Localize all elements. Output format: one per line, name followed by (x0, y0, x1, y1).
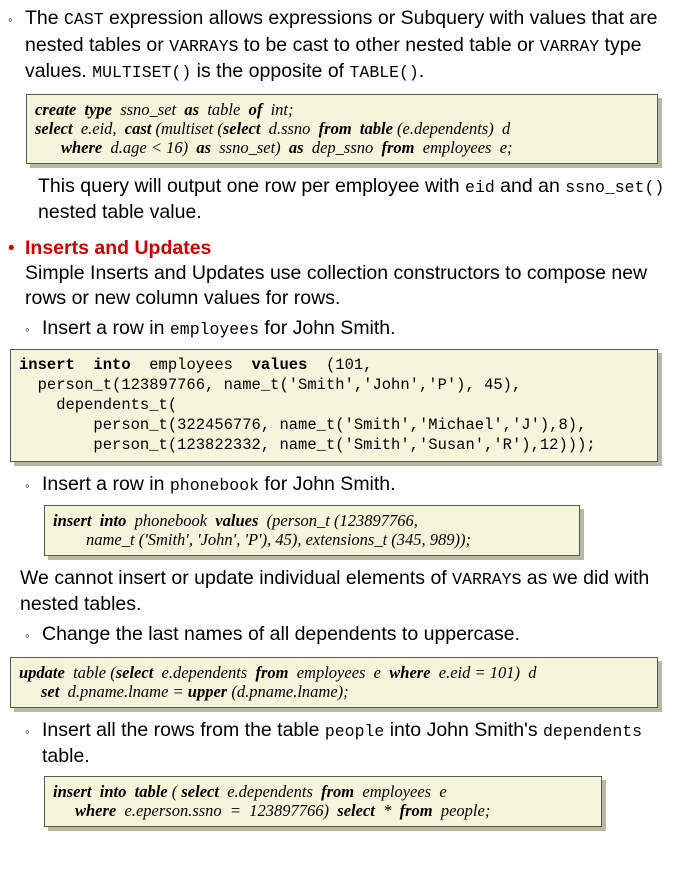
sql-keyword: set (41, 681, 60, 701)
code-text: * (374, 800, 400, 820)
text-fragment: for John Smith. (259, 472, 396, 495)
code-term-employees: employees (169, 319, 260, 339)
code-text (352, 119, 360, 138)
sql-keyword: select (115, 662, 154, 682)
code-line (19, 663, 649, 682)
sql-keyword: into (99, 510, 127, 530)
insert-phonebook-text (42, 472, 672, 499)
sql-keyword: from (399, 800, 433, 820)
cast-paragraph (25, 6, 672, 86)
code-block-insert-employees (10, 349, 658, 462)
text-fragment: is the opposite of (191, 60, 350, 82)
code-text: employees e (288, 662, 390, 682)
code-line (35, 138, 649, 157)
text-fragment: This query will output one row per employee with (38, 174, 466, 197)
bullet-circle-icon: ◦ (25, 723, 30, 739)
code-text: dep_ssno (303, 137, 382, 157)
text-fragment: expression allows expressions or Subquery with values that are nested tables or (25, 7, 658, 56)
code-line: person_t(123897766, name_t('Smith','John','P'), 45), (19, 375, 522, 394)
varray-limitation-paragraph (20, 566, 672, 618)
sql-keyword: where (61, 137, 103, 157)
code-text (126, 782, 134, 801)
bullet-circle-icon: ◦ (25, 321, 30, 337)
text-fragment: s to be cast to other nested table or (228, 33, 540, 56)
code-text: e.eperson.ssno = 123897766) (116, 800, 338, 820)
text-fragment: The (25, 7, 65, 29)
code-line (35, 119, 649, 138)
text-fragment: and an (494, 174, 566, 197)
code-text (75, 356, 94, 374)
sql-keyword: select (337, 800, 375, 820)
bullet-insert-phonebook (25, 472, 672, 499)
sql-keyword: into (93, 355, 131, 374)
code-text: e.eid, (72, 118, 125, 138)
sql-keyword: as (196, 137, 211, 157)
code-line (53, 511, 571, 530)
code-text: (e.dependents) d (392, 118, 511, 138)
section-heading-inserts-updates: Inserts and Updates (25, 236, 212, 259)
sql-keyword: values (215, 510, 259, 530)
insert-employees-text (42, 316, 672, 343)
bullet-circle-icon: ◦ (8, 12, 13, 27)
code-text: employees e (354, 781, 447, 801)
code-term-varray-2: VARRAY (539, 36, 600, 56)
code-line (53, 782, 593, 801)
cast-result-paragraph (38, 174, 672, 226)
sql-keyword: as (288, 137, 304, 157)
text-fragment: . (418, 60, 425, 82)
text-fragment: s as we did with nested tables. (20, 566, 650, 615)
bullet-circle-icon: ◦ (25, 627, 30, 643)
code-term-people: people (324, 721, 385, 741)
code-text: e.eid = 101) d (430, 662, 537, 682)
code-text: people; (432, 800, 491, 820)
code-line: person_t(123822332, name_t('Smith','Susan','R'),12))); (19, 435, 596, 454)
sql-keyword: as (184, 99, 200, 119)
sql-keyword: type (84, 99, 112, 119)
bullet-insert-employees (25, 316, 672, 343)
sql-keyword: insert (19, 355, 75, 374)
code-block-update-dependents (10, 657, 658, 708)
bullet-dot-icon: • (8, 237, 15, 259)
sql-keyword: of (248, 99, 263, 119)
code-term-ssno-set: ssno_set() (565, 177, 665, 197)
sql-keyword: from (381, 137, 415, 157)
code-term-multiset: MULTISET() (92, 63, 192, 82)
sql-keyword: from (318, 118, 352, 138)
code-term-phonebook: phonebook (169, 475, 260, 495)
sql-keyword: table (134, 781, 168, 801)
text-fragment: table. (42, 745, 90, 767)
sql-keyword: cast (124, 118, 152, 138)
code-text: e.dependents (153, 662, 256, 682)
sql-keyword: insert (53, 781, 92, 801)
bullet-change-lastnames (25, 622, 672, 649)
bullet-insert-people (25, 718, 672, 770)
code-term-eid: eid (465, 177, 495, 197)
sql-keyword: where (75, 800, 117, 820)
code-text: (person_t (123897766, (258, 510, 418, 530)
sql-keyword: create (35, 99, 77, 119)
code-text: d.age < 16) (102, 137, 197, 157)
code-text (92, 782, 100, 801)
inserts-intro-paragraph: Simple Inserts and Updates use collection constructors to compose new rows or new column values for rows. (25, 261, 648, 309)
code-term-varray: VARRAY (452, 569, 512, 589)
sql-keyword: from (321, 781, 355, 801)
code-text (92, 511, 100, 530)
bullet-inserts-updates (8, 236, 672, 261)
text-fragment: Insert a row in (42, 316, 170, 339)
code-text: (multiset ( (151, 118, 223, 138)
sql-keyword: table (359, 118, 393, 138)
code-line (19, 355, 649, 375)
text-fragment: type values. (25, 33, 642, 82)
code-block-cast-query (26, 94, 658, 164)
sql-keyword: from (255, 662, 289, 682)
code-text: e.dependents (218, 781, 322, 801)
bullet-cast (8, 6, 672, 86)
text-fragment: nested table value. (38, 201, 202, 223)
bullet-circle-icon: ◦ (25, 477, 30, 493)
code-block-insert-people (44, 776, 602, 827)
insert-people-text (42, 718, 672, 770)
code-text: d.ssno (260, 118, 319, 138)
code-term-varray: VARRAY (169, 36, 229, 56)
code-term-cast: CAST (64, 10, 104, 29)
text-fragment: Insert all the rows from the table (42, 718, 325, 741)
code-text: table ( (64, 662, 116, 682)
change-lastnames-text: Change the last names of all dependents to uppercase. (42, 622, 521, 645)
sql-keyword: select (35, 118, 73, 138)
code-text: d.pname.lname = (59, 681, 188, 701)
text-fragment: We cannot insert or update individual elements of (20, 566, 453, 589)
code-line (19, 682, 649, 701)
code-text: ( (167, 781, 182, 801)
sql-keyword: select (181, 781, 219, 801)
code-line: name_t ('Smith', 'John', 'P'), 45), extensions_t (345, 989)); (53, 529, 472, 549)
code-line (35, 100, 649, 119)
code-line: dependents_t( (19, 395, 178, 414)
code-text: ssno_set) (211, 137, 289, 157)
code-line (53, 801, 593, 820)
code-block-insert-phonebook (44, 505, 580, 556)
code-text: (d.pname.lname); (227, 681, 349, 701)
sql-keyword: where (389, 662, 431, 682)
code-term-dependents: dependents (543, 721, 643, 741)
sql-keyword: values (251, 355, 308, 374)
code-term-table: TABLE() (349, 63, 419, 82)
sql-keyword: insert (53, 510, 92, 530)
text-fragment: Insert a row in (42, 472, 170, 495)
code-text: int; (262, 99, 294, 119)
text-fragment: for John Smith. (259, 316, 396, 339)
code-text: employees (130, 355, 252, 374)
sql-keyword: upper (187, 681, 228, 701)
code-line: person_t(322456776, name_t('Smith','Michael','J'),8), (19, 415, 587, 434)
code-text: ssno_set (111, 99, 185, 119)
code-text: (101, (307, 355, 373, 374)
code-text: employees e; (414, 137, 513, 157)
sql-keyword: update (19, 662, 65, 682)
sql-keyword: into (99, 781, 127, 801)
text-fragment: into John Smith's (384, 718, 544, 741)
code-text: phonebook (126, 510, 216, 530)
sql-keyword: select (222, 118, 261, 138)
code-text: table (199, 99, 249, 119)
